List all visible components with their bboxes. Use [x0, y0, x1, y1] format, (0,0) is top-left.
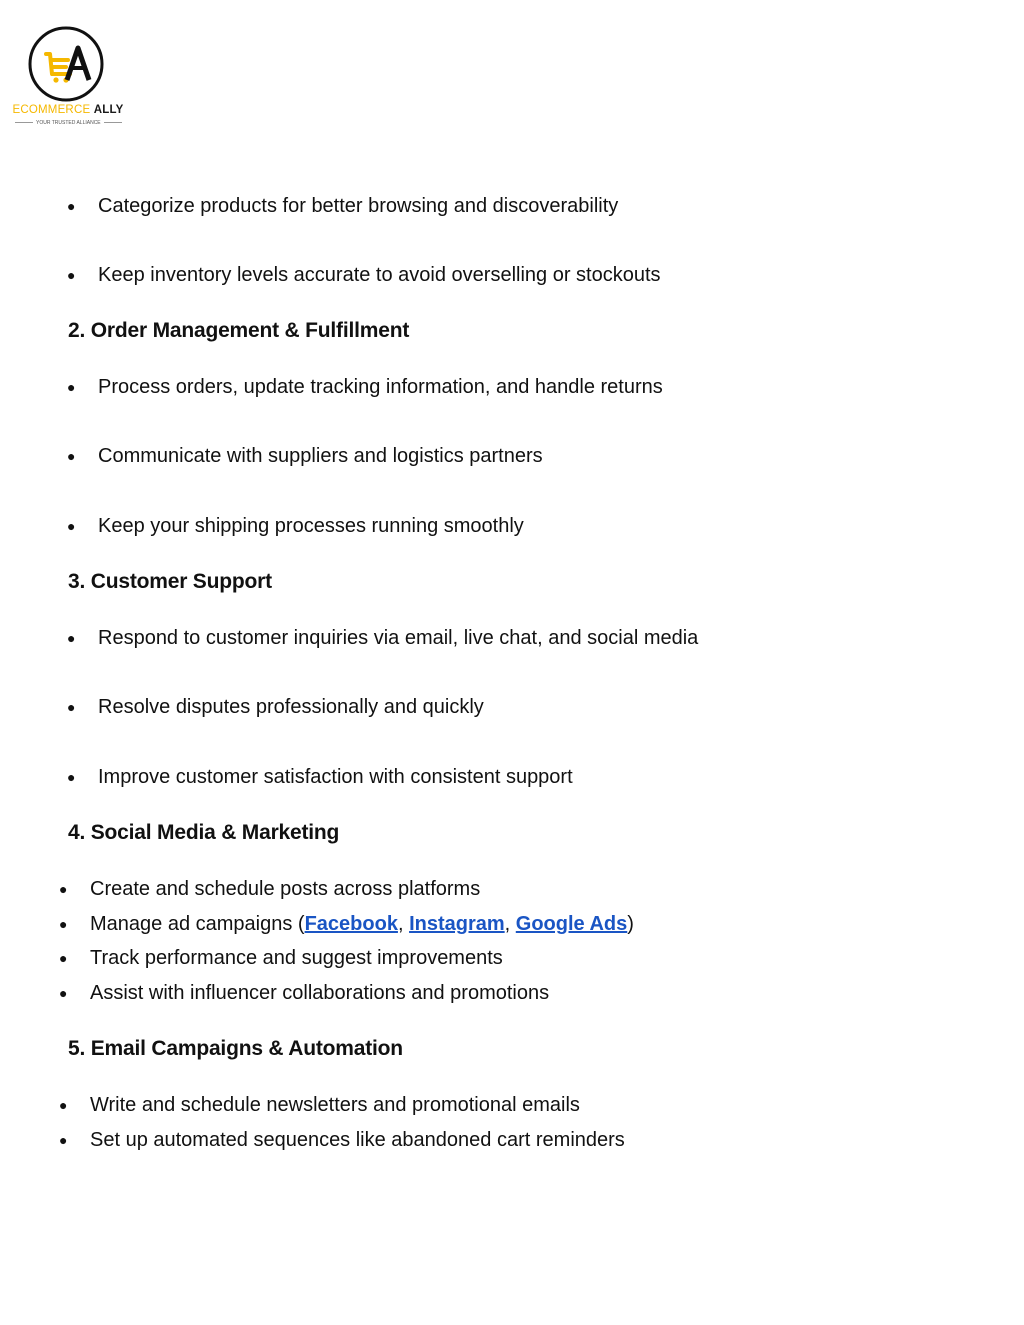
bullet-icon: ●	[59, 985, 68, 1001]
bullet-icon: ●	[67, 769, 76, 785]
list-item-text: Track performance and suggest improvements	[90, 947, 503, 969]
bullet-icon: ●	[67, 267, 76, 283]
instagram-link[interactable]: Instagram	[409, 913, 505, 935]
list-item-text: Keep inventory levels accurate to avoid overselling or stockouts	[98, 264, 661, 286]
facebook-link[interactable]: Facebook	[304, 913, 398, 935]
list-item-text-with-links	[90, 910, 634, 938]
bullet-icon: ●	[67, 518, 76, 534]
comma-separator: ,	[397, 913, 404, 935]
logo-brand-part2: ALLY	[93, 104, 124, 116]
list-item-text: Process orders, update tracking information, and handle returns	[98, 376, 663, 398]
section-heading-social-media: 4. Social Media & Marketing	[68, 821, 340, 844]
bullet-icon: ●	[59, 916, 68, 932]
bullet-icon: ●	[59, 1132, 68, 1148]
list-item-text: Categorize products for better browsing and discoverability	[98, 195, 619, 217]
brand-logo	[12, 24, 124, 128]
comma-separator: ,	[504, 913, 511, 935]
bullet-icon: ●	[59, 881, 68, 897]
logo-tagline: YOUR TRUSTED ALLIANCE	[12, 120, 124, 126]
text-prefix: Manage ad campaigns (	[90, 913, 305, 935]
bullet-icon: ●	[67, 699, 76, 715]
list-item-text: Resolve disputes professionally and quickly	[98, 696, 484, 718]
logo-brand-part1: ECOMMERCE	[12, 104, 91, 116]
list-item-text: Communicate with suppliers and logistics partners	[98, 445, 543, 467]
logo-brand-name	[12, 104, 124, 116]
bullet-icon: ●	[67, 379, 76, 395]
list-item-text: Set up automated sequences like abandoned cart reminders	[90, 1129, 625, 1151]
bullet-icon: ●	[67, 198, 76, 214]
bullet-icon: ●	[59, 1097, 68, 1113]
google-ads-link[interactable]: Google Ads	[515, 913, 628, 935]
list-item-text: Assist with influencer collaborations and promotions	[90, 982, 550, 1004]
bullet-icon: ●	[67, 630, 76, 646]
list-item-text: Create and schedule posts across platforms	[90, 878, 481, 900]
section-heading-email-campaigns: 5. Email Campaigns & Automation	[68, 1037, 403, 1060]
list-item-text: Respond to customer inquiries via email, live chat, and social media	[98, 627, 699, 649]
section-heading-order-management: 2. Order Management & Fulfillment	[68, 319, 410, 342]
bullet-icon: ●	[59, 950, 68, 966]
list-item-text: Keep your shipping processes running smoothly	[98, 515, 524, 537]
list-item-text: Improve customer satisfaction with consistent support	[98, 766, 573, 788]
text-suffix: )	[627, 913, 634, 935]
section-heading-customer-support: 3. Customer Support	[68, 570, 272, 593]
bullet-icon: ●	[67, 448, 76, 464]
list-item-text: Write and schedule newsletters and promotional emails	[90, 1094, 580, 1116]
logo-emblem-icon	[12, 24, 124, 104]
